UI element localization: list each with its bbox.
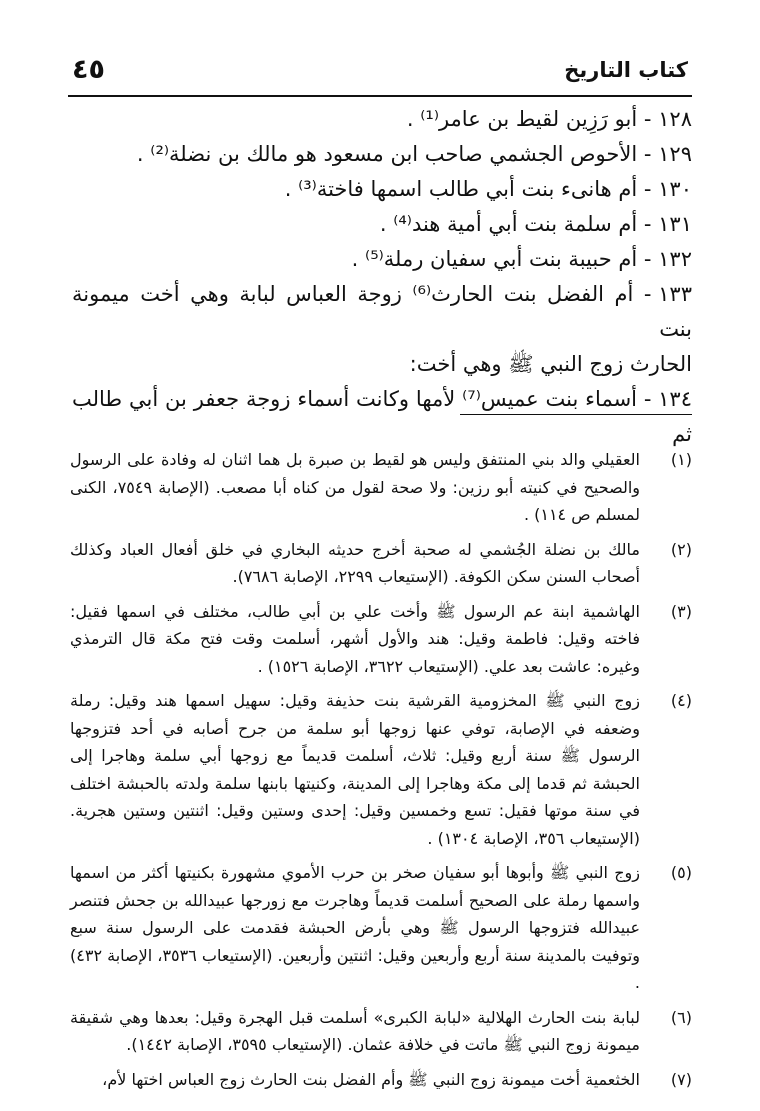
- footnote-marker: (٦): [670, 1007, 692, 1027]
- entry-continuation: الحارث زوج النبي ﷺ وهي أخت:: [409, 352, 692, 376]
- entry-number: ١٢٩ -: [643, 142, 692, 166]
- footnote-marker: (٤): [670, 691, 692, 710]
- footnote-text: لبابة بنت الحارث الهلالية «لبابة الكبرى» أسلمت قبل الهجرة وقيل: بعدها وهي شقيقة ميمونة زوج النبي ﷺ ماتت في خلافة عثمان. (الإستيعاب ٣٥٩٥، الإصابة ١٤٤٢).: [70, 1007, 640, 1054]
- entry-text: أم حبيبة بنت أبي سفيان رملة⁽⁵⁾ .: [351, 247, 638, 271]
- footnote-text: الهاشمية ابنة عم الرسول ﷺ وأخت علي بن أبي طالب، مختلف في اسمها فقيل: فاخته وقيل: فاطمة وقيل: هند والأول أشهر، أسلمت وقت فتح مكة قال الترمذي وغيره: عاشت بعد علي. (الإستيعاب ٣٦٢٢، الإصابة ١٥٢٦) .: [70, 601, 640, 676]
- footnote: [70, 1004, 692, 1059]
- entry: [72, 277, 692, 382]
- footnote-marker: (٢): [670, 539, 692, 559]
- entry: [72, 172, 692, 207]
- entry-text: أبو رَزِين لقيط بن عامر⁽¹⁾ .: [406, 107, 638, 131]
- page-number: ٤٥: [72, 54, 105, 85]
- entry: [72, 102, 692, 137]
- footnote-text: مالك بن نضلة الجُشمي له صحبة أخرج حديثه البخاري في خلق أفعال العباد وكذلك أصحاب السنن سكن الكوفة. (الإستيعاب ٢٢٩٩، الإصابة ٧٦٨٦).: [70, 539, 640, 586]
- footnote-text: زوج النبي ﷺ وأبوها أبو سفيان صخر بن حرب الأموي مشهورة بكنيتها أكثر من اسمها واسمها رملة على الصحيح أسلمت قديماً وهاجرت مع زورجها عبيدالله بن جحش فتنصر عبيدالله فتزوجها الرسول ﷺ وهي بأرض الحبشة فقدمت على الرسول سنة سبع وتوفيت بالمدينة سنة أربع وأربعين وقيل: اثنتين وأربعين. (الإستيعاب ٣٥٣٦، الإصابة ٤٣٢) .: [70, 863, 640, 992]
- entry: [72, 137, 692, 172]
- footnote: [70, 536, 692, 591]
- footnote: [70, 446, 692, 529]
- footnote-marker: (٧): [670, 1069, 692, 1089]
- footnote: [70, 1066, 692, 1094]
- footnotes: [70, 446, 692, 1100]
- entry-text: أم الفضل بنت الحارث⁽⁶⁾ زوجة العباس لبابة وهي أخت ميمونة بنت: [72, 282, 692, 341]
- footnote: [70, 859, 692, 997]
- entry-number: ١٣٣ -: [643, 282, 692, 306]
- footnote: [70, 598, 692, 681]
- entry-number: ١٣٢ -: [643, 247, 692, 271]
- entry: [72, 382, 692, 452]
- footnote-text: زوج النبي ﷺ المخزومية القرشية بنت حذيفة وقيل: سهيل اسمها هند وقيل: رملة وضعفه في الإصابة، توفي عنها زوجها أبو سلمة من جرح أصابه في أحد فتزوجها الرسول ﷺ سنة أربع وقيل: ثلاث، أسلمت قديماً مع زوجها أبي سلمة وهاجرا إلى الحبشة ثم قدما إلى مكة وهاجرا إلى المدينة، وكنيتها بابنها سلمة ولدته بالحبشة اختلف في سنة موتها فقيل: تسع وخمسين وقيل: إحدى وستين وقيل: اثنتين وستين هجرية. (الإستيعاب ٣٥٦، الإصابة ١٣٠٤) .: [70, 691, 640, 848]
- entry-number: ١٣٤ -: [643, 387, 692, 411]
- footnote: [70, 687, 692, 852]
- entry: [72, 242, 692, 277]
- footnote-marker: (١): [670, 450, 692, 469]
- book-title: كتاب التاريخ: [564, 58, 688, 82]
- entry-text: الأحوص الجشمي صاحب ابن مسعود هو مالك بن نضلة⁽²⁾ .: [136, 142, 638, 166]
- footnote-text: العقيلي والد بني المنتفق وليس هو لقيط بن صبرة بل هما اثنان له وفادة على الرسول والصحيح في كنيته أبو رزين: ولا صحة لقول من كناه أبا مصعب. (الإصابة ٧٥٤٩، الكنى لمسلم ص ١١٤) .: [70, 450, 640, 524]
- entry: [72, 207, 692, 242]
- page-header: [68, 50, 692, 92]
- header-rule: [68, 95, 692, 97]
- footnote-marker: (٥): [670, 863, 692, 882]
- entry-text: أم هانىء بنت أبي طالب اسمها فاختة⁽³⁾ .: [284, 177, 638, 201]
- entry-number: ١٢٨ -: [643, 107, 692, 131]
- footnote-divider: [460, 414, 692, 415]
- entry-number: ١٣٠ -: [643, 177, 692, 201]
- entry-text: أسماء بنت عميس⁽⁷⁾ لأمها وكانت أسماء زوجة جعفر بن أبي طالب ثم: [72, 387, 692, 446]
- entry-text: أم سلمة بنت أبي أمية هند⁽⁴⁾ .: [379, 212, 638, 236]
- footnote-marker: (٣): [670, 601, 692, 621]
- footnote-text: الخثعمية أخت ميمونة زوج النبي ﷺ وأم الفضل بنت الحارث زوج العباس اختها لأم،: [102, 1069, 640, 1089]
- main-text: [72, 102, 692, 452]
- entry-number: ١٣١ -: [643, 212, 692, 236]
